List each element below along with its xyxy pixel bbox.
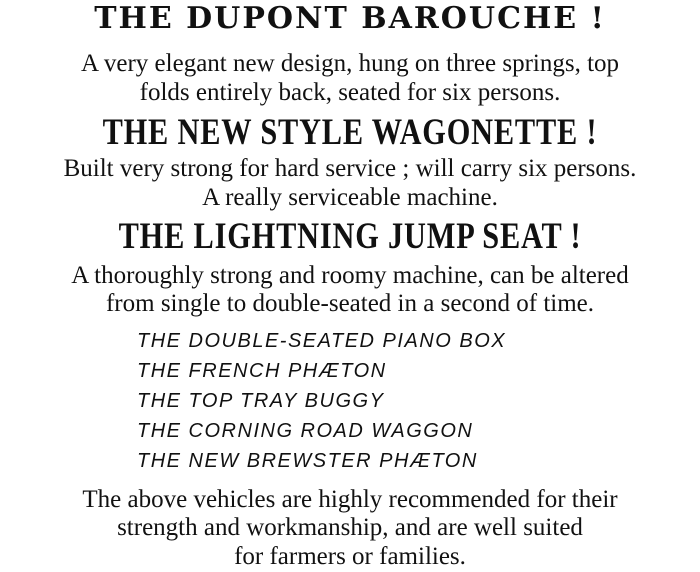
closing-line-3: for farmers or families. [234,543,466,570]
wagonette-description-line-2: A really serviceable machine. [202,184,498,211]
list-item: THE TOP TRAY BUGGY [137,390,385,412]
list-item: THE DOUBLE-SEATED PIANO BOX [137,330,507,352]
wagonette-heading: THE NEW STYLE WAGONETTE ! [102,112,598,153]
vehicle-list [137,326,637,476]
barouche-description-line-1: A very elegant new design, hung on three springs, top [80,50,620,77]
jump-seat-description-line-2: from single to double-seated in a second of time. [105,290,595,317]
jump-seat-description-line-1: A thoroughly strong and roomy machine, can be altered [71,262,629,289]
jump-seat-heading: THE LIGHTNING JUMP SEAT ! [118,216,582,257]
list-item: THE CORNING ROAD WAGGON [137,420,474,442]
list-item: THE FRENCH PHÆTON [137,360,387,382]
wagonette-description-line-1: Built very strong for hard service ; will carry six persons. [63,155,637,182]
barouche-description-line-2: folds entirely back, seated for six persons. [139,79,561,106]
closing-line-1: The above vehicles are highly recommended for their [82,486,618,513]
barouche-heading: THE DUPONT BAROUCHE ! [94,1,606,36]
list-item: THE NEW BREWSTER PHÆTON [137,450,478,472]
closing-line-2: strength and workmanship, and are well suited [117,514,583,541]
